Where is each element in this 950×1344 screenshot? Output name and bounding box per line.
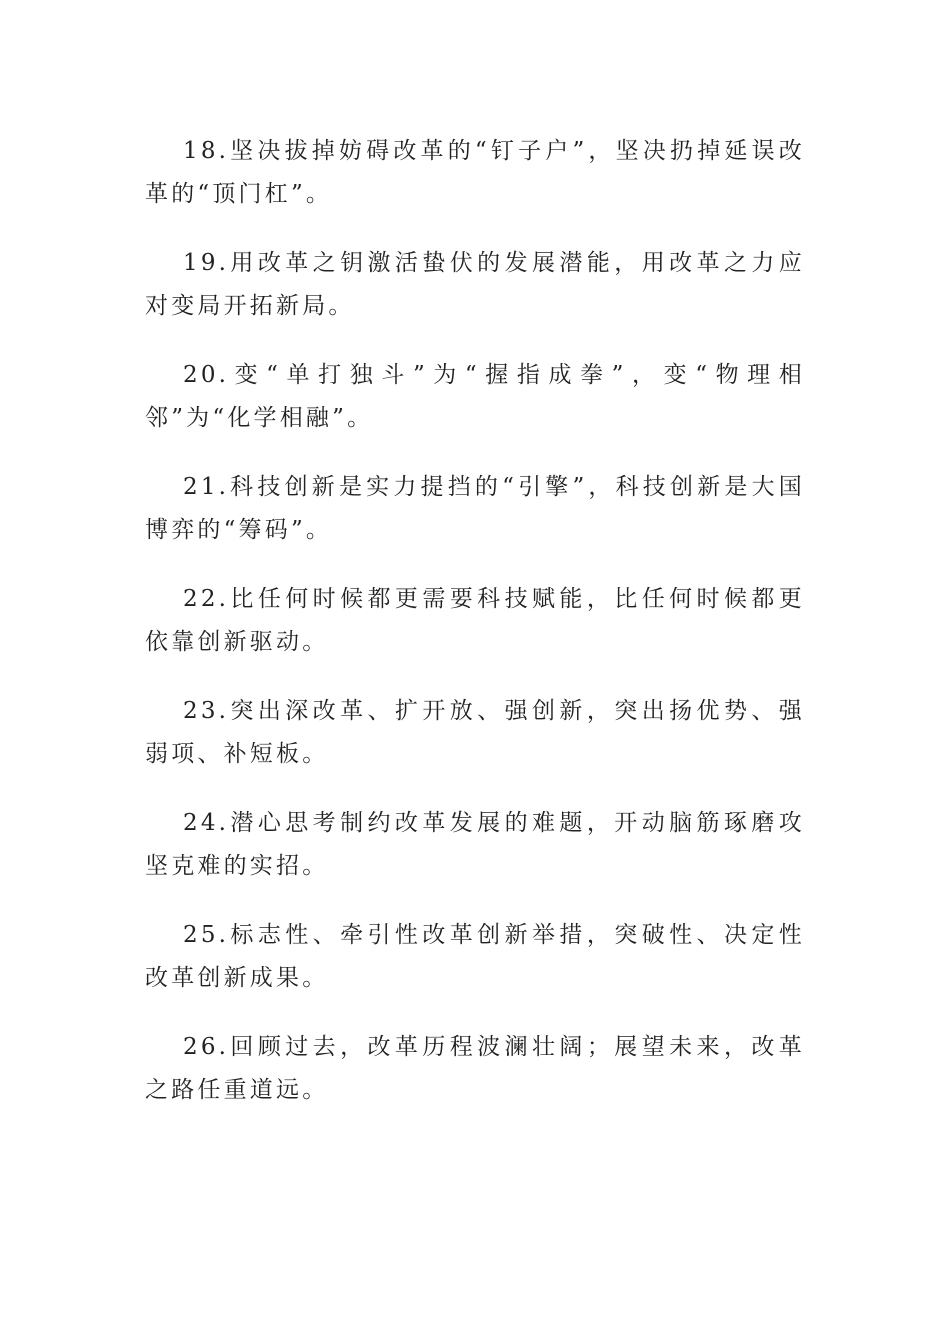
document-body: [145, 130, 805, 1138]
paragraph-20: 20.变“单打独斗”为“握指成拳”，变“物理相邻”为“化学相融”。: [145, 362, 805, 431]
paragraph-23: 23.突出深改革、扩开放、强创新，突出扬优势、强弱项、补短板。: [145, 698, 805, 767]
paragraph-21: 21.科技创新是实力提挡的“引擎”，科技创新是大国博弈的“筹码”。: [145, 474, 805, 543]
paragraph-22: 22.比任何时候都更需要科技赋能，比任何时候都更依靠创新驱动。: [145, 586, 805, 655]
paragraph-26: 26.回顾过去，改革历程波澜壮阔；展望未来，改革之路任重道远。: [145, 1034, 805, 1103]
paragraph-24: 24.潜心思考制约改革发展的难题，开动脑筋琢磨攻坚克难的实招。: [145, 810, 805, 879]
paragraph-19: 19.用改革之钥激活蛰伏的发展潜能，用改革之力应对变局开拓新局。: [145, 250, 805, 319]
paragraph-18: 18.坚决拔掉妨碍改革的“钉子户”，坚决扔掉延误改革的“顶门杠”。: [145, 138, 805, 207]
paragraph-25: 25.标志性、牵引性改革创新举措，突破性、决定性改革创新成果。: [145, 922, 805, 991]
